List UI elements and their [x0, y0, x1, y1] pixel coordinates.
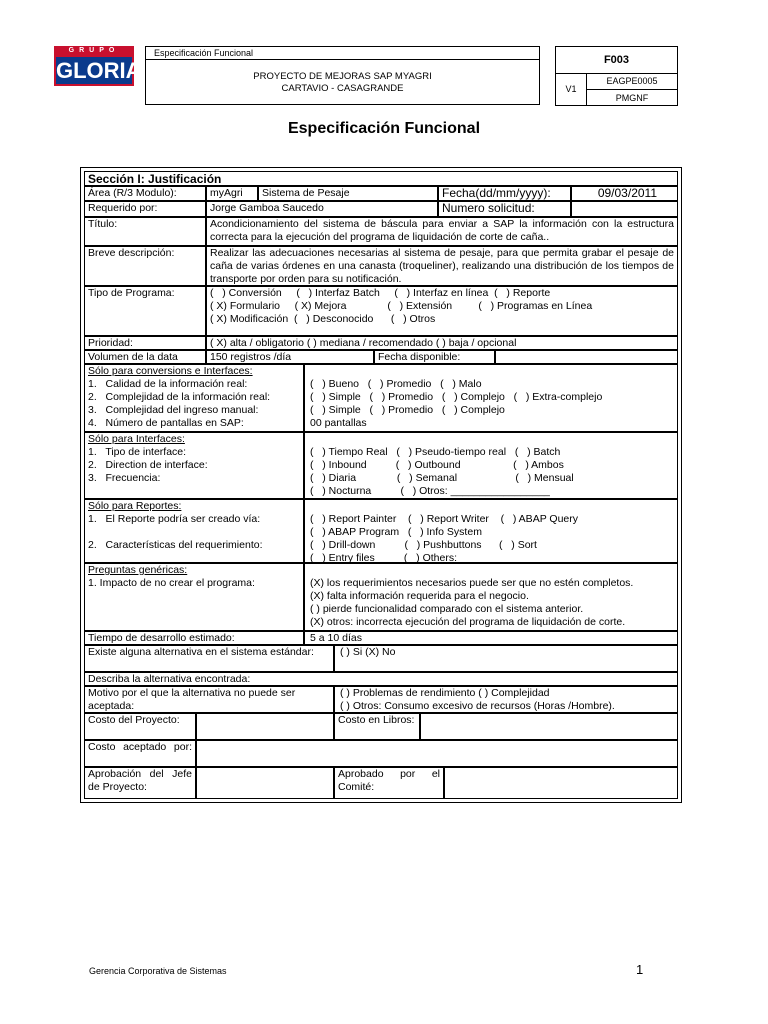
aprob-jefe-value[interactable]: [196, 767, 334, 799]
prioridad-label: Prioridad:: [84, 336, 206, 350]
company-logo: [54, 46, 142, 86]
preg-value: (X) falta información requerida para el negocio.: [310, 590, 529, 602]
requerido-label: Requerido por:: [84, 201, 206, 217]
costo-libros-value[interactable]: [420, 713, 678, 740]
tiempo-label: Tiempo de desarrollo estimado:: [84, 631, 304, 645]
volumen-value: 150 registros /día: [206, 350, 374, 364]
intf-value: ( ) Tiempo Real ( ) Pseudo-tiempo real ( ) Batch: [310, 446, 561, 458]
volumen-label: Volumen de la data: [84, 350, 206, 364]
intf-left: [84, 432, 304, 499]
costo-aceptado-value[interactable]: [196, 740, 678, 767]
rep-item: 2. Características del requerimiento:: [88, 539, 263, 551]
doc-version: V1: [556, 73, 587, 106]
doc-label: Especificación Funcional: [146, 47, 539, 60]
page-title: Especificación Funcional: [287, 120, 481, 137]
area-label: Área (R/3 Modulo):: [84, 186, 206, 201]
preg-value: (X) los requerimientos necesarios puede ser que no estén completos.: [310, 577, 634, 589]
aprob-jefe-label: Aprobación del Jefe de Proyecto:: [84, 767, 196, 799]
rep-left: [84, 499, 304, 563]
tipo-values: [206, 286, 678, 336]
alt-value: ( ) Si (X) No: [334, 645, 678, 672]
intf-right: [304, 432, 678, 499]
tipo-line-2: ( X) Formulario ( X) Mejora ( ) Extensión ( ) Programas en Línea: [210, 300, 593, 312]
conv-left: [84, 364, 304, 432]
area-value-2: Sistema de Pesaje: [258, 186, 438, 201]
conv-item: 1. Calidad de la información real:: [88, 378, 248, 390]
section-title: Sección I: Justificación: [84, 171, 678, 186]
motivo-values: [334, 686, 678, 713]
titulo-label: Título:: [84, 217, 206, 246]
conv-item: 2. Complejidad de la información real:: [88, 391, 271, 403]
header-code-box: [555, 46, 678, 106]
tiempo-value: 5 a 10 días: [304, 631, 678, 645]
preg-right: [304, 563, 678, 631]
logo-brand-text: GLORIA: [54, 55, 134, 86]
motivo-value: ( ) Otros: Consumo excesivo de recursos (Horas /Hombre).: [340, 700, 615, 712]
tipo-line-3: ( X) Modificación ( ) Desconocido ( ) Otros: [210, 313, 436, 325]
costo-label: Costo del Proyecto:: [84, 713, 196, 740]
aprob-comite-value[interactable]: [444, 767, 678, 799]
intf-value: ( ) Diaria ( ) Semanal ( ) Mensual: [310, 472, 574, 484]
costo-libros-label: Costo en Libros:: [334, 713, 420, 740]
conv-value: ( ) Simple ( ) Promedio ( ) Complejo: [310, 404, 505, 416]
conv-value: 00 pantallas: [310, 417, 367, 429]
conv-value: ( ) Simple ( ) Promedio ( ) Complejo ( ) Extra-complejo: [310, 391, 603, 403]
breve-value: Realizar las adecuaciones necesarias al sistema de pesaje, para que permita grabar el pesaje de caña de varias órdenes en una canasta (troqueliner), realizando una distribución de los tiempos de transporte por orden para su notificación.: [206, 246, 678, 286]
page-number: 1: [636, 962, 644, 977]
preg-title: Preguntas genéricas:: [88, 564, 188, 576]
preg-item: 1. Impacto de no crear el programa:: [88, 577, 255, 589]
fecha-disponible-value[interactable]: [495, 350, 678, 364]
intf-title: Sólo para Interfaces:: [88, 433, 185, 445]
numero-value[interactable]: [571, 201, 678, 217]
conv-right: [304, 364, 678, 432]
breve-label: Breve descripción:: [84, 246, 206, 286]
header-project-box: [145, 46, 540, 105]
rep-item: 1. El Reporte podría ser creado vía:: [88, 513, 261, 525]
conv-item: 3. Complejidad del ingreso manual:: [88, 404, 259, 416]
intf-item: 3. Frecuencia:: [88, 472, 161, 484]
intf-value: ( ) Inbound ( ) Outbound ( ) Ambos: [310, 459, 564, 471]
intf-item: 1. Tipo de interface:: [88, 446, 187, 458]
area-value: myAgri: [206, 186, 258, 201]
project-line-2: CARTAVIO - CASAGRANDE: [281, 83, 404, 94]
costo-value[interactable]: [196, 713, 334, 740]
tipo-line-1: ( ) Conversión ( ) Interfaz Batch ( ) Interfaz en línea ( ) Reporte: [210, 287, 551, 299]
motivo-value: ( ) Problemas de rendimiento ( ) Complejidad: [340, 687, 550, 699]
fecha-label: Fecha(dd/mm/yyyy):: [438, 186, 571, 201]
project-line-1: PROYECTO DE MEJORAS SAP MYAGRI: [253, 71, 432, 82]
preg-value: (X) otros: incorrecta ejecución del programa de liquidación de corte.: [310, 616, 626, 628]
rep-value: ( ) Drill-down ( ) Pushbuttons ( ) Sort: [310, 539, 537, 551]
conv-title: Sólo para conversions e Interfaces:: [88, 365, 253, 377]
doc-ref-1: EAGPE0005: [587, 73, 677, 90]
aprob-comite-label: Aprobado por el Comité:: [334, 767, 444, 799]
requerido-value: Jorge Gamboa Saucedo: [206, 201, 438, 217]
intf-item: 2. Direction de interface:: [88, 459, 208, 471]
tipo-label: Tipo de Programa:: [84, 286, 206, 336]
rep-value: ( ) Entry files ( ) Others: ____________: [310, 552, 531, 563]
conv-value: ( ) Bueno ( ) Promedio ( ) Malo: [310, 378, 482, 390]
rep-right: [304, 499, 678, 563]
preg-left: [84, 563, 304, 631]
rep-value: ( ) ABAP Program ( ) Info System: [310, 526, 482, 538]
doc-ref-2: PMGNF: [615, 93, 649, 103]
costo-aceptado-label: Costo aceptado por:: [84, 740, 196, 767]
describa-label: Describa la alternativa encontrada:: [84, 672, 678, 686]
rep-item: [88, 526, 300, 539]
motivo-label: Motivo por el que la alternativa no puede ser aceptada:: [84, 686, 334, 713]
doc-code: F003: [556, 47, 677, 74]
alt-label: Existe alguna alternativa en el sistema estándar:: [84, 645, 334, 672]
prioridad-value: ( X) alta / obligatorio ( ) mediana / recomendado ( ) baja / opcional: [206, 336, 678, 350]
preg-value: ( ) pierde funcionalidad comparado con el sistema anterior.: [310, 603, 584, 615]
intf-value: ( ) Nocturna ( ) Otros: _________________: [310, 485, 550, 497]
rep-title: Sólo para Reportes:: [88, 500, 182, 512]
logo-top-text: GRUPO: [54, 46, 134, 55]
numero-label: Numero solicitud:: [438, 201, 571, 217]
fecha-value: 09/03/2011: [571, 186, 678, 201]
footer-text: Gerencia Corporativa de Sistemas: [89, 966, 227, 976]
fecha-disponible-label: Fecha disponible:: [374, 350, 495, 364]
rep-value: ( ) Report Painter ( ) Report Writer ( ) ABAP Query: [310, 513, 579, 525]
titulo-value: Acondicionamiento del sistema de báscula para enviar a SAP la información con la estructura correcta para la ejecución del programa de liquidación de corte de caña..: [206, 217, 678, 246]
conv-item: 4. Número de pantallas en SAP:: [88, 417, 244, 429]
